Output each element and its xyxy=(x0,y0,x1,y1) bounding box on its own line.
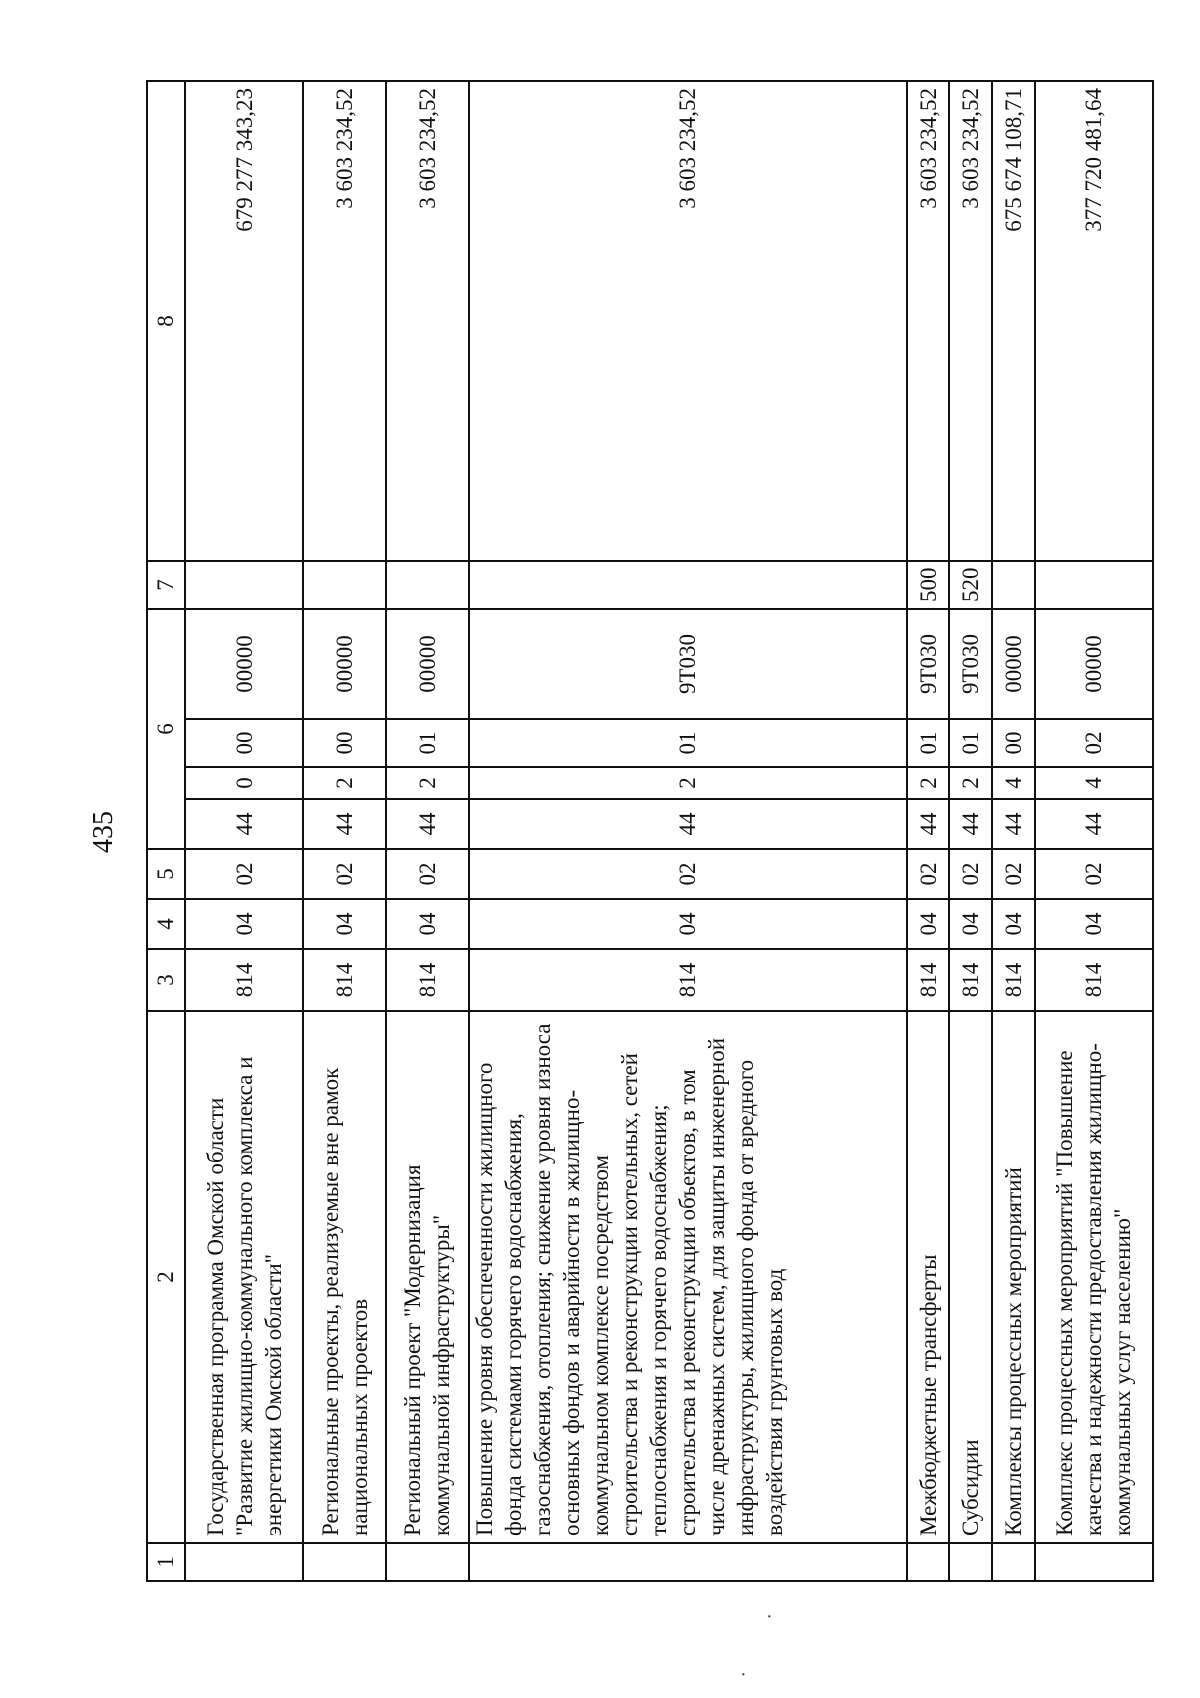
cell-col6-part4: 00000 xyxy=(303,609,386,719)
cell-col6-part2: 2 xyxy=(469,767,907,799)
cell-col5: 02 xyxy=(949,849,992,899)
cell-amount: 679 277 343,23 xyxy=(185,81,303,561)
cell-col6-part2: 4 xyxy=(1035,767,1153,799)
cell-name: Субсидии xyxy=(949,1011,992,1543)
cell-col6-part3: 01 xyxy=(949,719,992,767)
cell-col6-part4: 9Т030 xyxy=(469,609,907,719)
cell-amount: 3 603 234,52 xyxy=(469,81,907,561)
cell-col5: 02 xyxy=(303,849,386,899)
cell-col6-part4: 9Т030 xyxy=(949,609,992,719)
cell-col6-part2: 2 xyxy=(907,767,950,799)
table-header-row xyxy=(147,81,185,1581)
cell-col6-part1: 44 xyxy=(185,799,303,849)
table-row xyxy=(907,81,950,1581)
cell-col4: 04 xyxy=(303,899,386,949)
cell-col6-part1: 44 xyxy=(907,799,950,849)
cell-col6-part3: 01 xyxy=(469,719,907,767)
cell-col7 xyxy=(185,561,303,609)
header-cell: 7 xyxy=(147,561,185,609)
scan-speck: · xyxy=(740,1664,747,1686)
page-number: 435 xyxy=(88,811,119,853)
cell-amount: 3 603 234,52 xyxy=(949,81,992,561)
cell-col6-part3: 01 xyxy=(907,719,950,767)
cell-col6-part1: 44 xyxy=(386,799,469,849)
cell-col4: 04 xyxy=(949,899,992,949)
cell-col6-part2: 4 xyxy=(992,767,1035,799)
header-cell: 5 xyxy=(147,849,185,899)
cell-col4: 04 xyxy=(185,899,303,949)
cell-col6-part4: 00000 xyxy=(1035,609,1153,719)
cell-name: Повышение уровня обеспеченности жилищного фонда системами горячего водоснабжения, газоснабжения, отопления; снижение уровня износа основных фондов и аварийности в жилищно-коммунальном комплексе посредством строительства и реконструкции котельных, сетей теплоснабжения и горячего водоснабжения; строительства и реконструкции объектов, в том числе дренажных систем, для защиты инженерной инфраструктуры, жилищного фонда от вредного воздействия грунтовых вод xyxy=(469,1011,907,1543)
table-row xyxy=(469,81,907,1581)
cell-col3: 814 xyxy=(469,949,907,1011)
cell-col6-part4: 00000 xyxy=(386,609,469,719)
cell-col6-part2: 2 xyxy=(386,767,469,799)
cell-col6-part3: 01 xyxy=(386,719,469,767)
header-cell: 3 xyxy=(147,949,185,1011)
header-cell: 6 xyxy=(147,609,185,849)
cell-amount: 3 603 234,52 xyxy=(907,81,950,561)
cell-col4: 04 xyxy=(1035,899,1153,949)
cell-col1 xyxy=(1035,1543,1153,1581)
cell-amount: 377 720 481,64 xyxy=(1035,81,1153,561)
cell-name: Комплекс процессных мероприятий "Повышение качества и надежности предоставления жилищно-коммунальных услуг населению" xyxy=(1035,1011,1153,1543)
cell-col7 xyxy=(469,561,907,609)
cell-col5: 02 xyxy=(185,849,303,899)
cell-col3: 814 xyxy=(303,949,386,1011)
table-row xyxy=(303,81,386,1581)
cell-col6-part3: 00 xyxy=(303,719,386,767)
cell-name: Региональные проекты, реализуемые вне рамок национальных проектов xyxy=(303,1011,386,1543)
cell-col3: 814 xyxy=(949,949,992,1011)
cell-amount: 3 603 234,52 xyxy=(386,81,469,561)
scan-speck: · xyxy=(766,1606,773,1628)
cell-col3: 814 xyxy=(907,949,950,1011)
cell-col1 xyxy=(185,1543,303,1581)
cell-col3: 814 xyxy=(185,949,303,1011)
cell-col5: 02 xyxy=(907,849,950,899)
budget-table xyxy=(146,80,1154,1582)
cell-col5: 02 xyxy=(469,849,907,899)
header-cell: 4 xyxy=(147,899,185,949)
cell-col6-part1: 44 xyxy=(1035,799,1153,849)
cell-col1 xyxy=(303,1543,386,1581)
cell-col3: 814 xyxy=(386,949,469,1011)
cell-amount: 675 674 108,71 xyxy=(992,81,1035,561)
cell-col1 xyxy=(907,1543,950,1581)
cell-name: Комплексы процессных мероприятий xyxy=(992,1011,1035,1543)
header-cell: 1 xyxy=(147,1543,185,1581)
table-row xyxy=(1035,81,1153,1581)
cell-col3: 814 xyxy=(992,949,1035,1011)
cell-col6-part3: 02 xyxy=(1035,719,1153,767)
cell-col1 xyxy=(469,1543,907,1581)
cell-col1 xyxy=(949,1543,992,1581)
cell-col6-part1: 44 xyxy=(303,799,386,849)
cell-col6-part1: 44 xyxy=(949,799,992,849)
cell-col6-part1: 44 xyxy=(992,799,1035,849)
cell-col6-part4: 00000 xyxy=(992,609,1035,719)
cell-col6-part4: 9Т030 xyxy=(907,609,950,719)
cell-amount: 3 603 234,52 xyxy=(303,81,386,561)
cell-col4: 04 xyxy=(907,899,950,949)
cell-col6-part3: 00 xyxy=(992,719,1035,767)
table-row xyxy=(386,81,469,1581)
cell-col7 xyxy=(992,561,1035,609)
cell-col6-part2: 0 xyxy=(185,767,303,799)
cell-col6-part2: 2 xyxy=(303,767,386,799)
header-cell: 8 xyxy=(147,81,185,561)
cell-col6-part2: 2 xyxy=(949,767,992,799)
cell-col4: 04 xyxy=(992,899,1035,949)
cell-col7 xyxy=(1035,561,1153,609)
cell-col4: 04 xyxy=(469,899,907,949)
cell-col1 xyxy=(992,1543,1035,1581)
table-row xyxy=(949,81,992,1581)
rotated-page xyxy=(84,82,1164,1582)
cell-col5: 02 xyxy=(386,849,469,899)
header-cell: 2 xyxy=(147,1011,185,1543)
cell-col7: 500 xyxy=(907,561,950,609)
cell-col6-part4: 00000 xyxy=(185,609,303,719)
table-row xyxy=(992,81,1035,1581)
cell-col7 xyxy=(303,561,386,609)
cell-col6-part3: 00 xyxy=(185,719,303,767)
cell-col1 xyxy=(386,1543,469,1581)
cell-col4: 04 xyxy=(386,899,469,949)
cell-col5: 02 xyxy=(1035,849,1153,899)
cell-col3: 814 xyxy=(1035,949,1153,1011)
table-row xyxy=(185,81,303,1581)
cell-col5: 02 xyxy=(992,849,1035,899)
cell-name: Межбюджетные трансферты xyxy=(907,1011,950,1543)
cell-name: Государственная программа Омской области "Развитие жилищно-коммунального комплекса и энергетики Омской области" xyxy=(185,1011,303,1543)
cell-col7 xyxy=(386,561,469,609)
cell-name: Региональный проект "Модернизация коммунальной инфраструктуры" xyxy=(386,1011,469,1543)
cell-col7: 520 xyxy=(949,561,992,609)
cell-col6-part1: 44 xyxy=(469,799,907,849)
